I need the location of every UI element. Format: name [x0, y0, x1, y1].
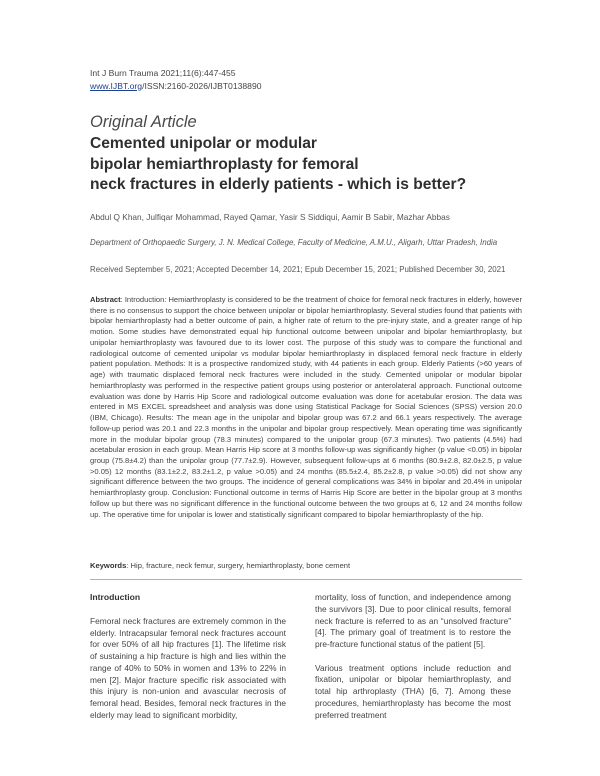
body-paragraph: Various treatment options include reduction and fixation, unipolar or bipolar hemiarthroplasty, and total hip arthroplasty (THA) [6, 7]. Among these procedures, hemiarthroplasty has become the most preferred treatment [315, 662, 511, 720]
keywords-text: : Hip, fracture, neck femur, surgery, hemiarthroplasty, bone cement [126, 561, 351, 570]
article-title [90, 134, 530, 196]
article-type: Original Article [90, 113, 197, 131]
abstract [90, 295, 522, 520]
journal-website-link[interactable]: www.IJBT.org [90, 80, 143, 91]
abstract-text: : Introduction: Hemiarthroplasty is considered to be the treatment of choice for femoral neck fractures in elderly, however there is no consensus to support the choice between unipolar or bipolar hemiarthroplasty. Several studies found that patients with bipolar hemiarthroplasty had a better outcome of pain, a higher rate of return to the pre-injury state, and a greater range of hip motion. Some studies have demonstrated equal hip functional outcome between unipolar and bipolar hemiarthroplasty, but unipolar hemiarthroplasty was favoured due to its lower cost. The purpose of this study was to compare the functional and radiological outcome of cemented unipolar vs modular bipolar hemiarthroplasty in displaced femoral neck fracture in elderly patient population. Methods: It is a prospective randomized study, with 44 patients in each group. Elderly Patients (>60 years of age) with traumatic displaced femoral neck fractures were included in the study. Cemented unipolar or modular bipolar hemiarthroplasty was performed in the respective patient groups using posterior or anterolateral approach. Functional outcome evaluation was done by Harris Hip Score and radiological outcome evaluation was done for acetabular erosion. The data was entered in MS EXCEL spreadsheet and analysis was done using Statistical Package for Social Sciences (SPSS) version 20.0 (IBM, Chicago). Results: The mean age in the unipolar and bipolar group was 67.2 and 66.1 years respectively. The average follow-up period was 20.1 and 22.3 months in the unipolar and bipolar group respectively. Mean operating time was significantly more in the modular bipolar group (78.3 minutes) compared to the unipolar group (67.3 minutes). Two patients (4.5%) had acetabular erosion in each group. Mean Harris Hip score at 3 months follow-up was significantly higher (p value <0.05) in bipolar group (75.8±4.2) than the unipolar group (77.7±2.9). However, subsequent follow-ups at 6 months (80.9±2.8, 82.0±2.5, p value >0.05) 12 months (83.1±2.2, 83.2±1.2, p value >0.05) and 24 months (85.5±2.4, 85.2±2.8, p value >0.05) did not show any significant difference between the two groups. The incidence of general complications was 34% in bipolar and 20.4% in unipolar hemiarthroplasty group. Conclusion: Functional outcome in terms of Harris Hip Score are better in the bipolar group at 3 months follow up but there was no significant difference in the functional outcome between the two groups at 6, 12 and 24 months follow up. The operative time for unipolar is lower and statistically significant compared to bipolar hemiarthroplasty of the hip. [90, 295, 522, 519]
body-paragraph: mortality, loss of function, and independence among the survivors [3]. Due to poor clinical results, femoral neck fracture is referred to as an “unsolved fracture” [4]. The primary goal of treatment is to restore the pre-fracture functional status of the patient [5]. [315, 592, 511, 650]
section-divider [90, 579, 522, 580]
title-line: neck fractures in elderly patients - which is better? [90, 176, 467, 194]
journal-header [90, 67, 262, 92]
author-list: Abdul Q Khan, Julfiqar Mohammad, Rayed Qamar, Yasir S Siddiqui, Aamir B Sabir, Mazhar Abbas [90, 212, 450, 222]
body-column-right [315, 592, 511, 733]
title-line: bipolar hemiarthroplasty for femoral [90, 155, 359, 173]
body-column-left [90, 592, 286, 734]
introduction-heading: Introduction [90, 592, 141, 602]
title-line: Cemented unipolar or modular [90, 135, 318, 152]
publication-dates: Received September 5, 2021; Accepted December 14, 2021; Epub December 15, 2021; Published December 30, 2021 [90, 265, 506, 274]
abstract-label: Abstract [90, 295, 121, 304]
body-paragraph: Femoral neck fractures are extremely common in the elderly. Intracapsular femoral neck fractures account for over 50% of all hip fractures [1]. The lifetime risk of sustaining a hip fracture is high and lies within the range of 40% to 50% in women and 13% to 22% in men [2]. Major fracture specific risk associated with this injury is non-union and avascular necrosis of femoral head. Besides, femoral neck fractures in the elderly may lead to significant morbidity, [90, 615, 286, 721]
journal-issn: /ISSN:2160-2026/IJBT0138890 [142, 80, 262, 91]
journal-citation: Int J Burn Trauma 2021;11(6):447-455 [90, 68, 236, 78]
keywords [90, 561, 520, 570]
keywords-label: Keywords [90, 561, 127, 570]
affiliation: Department of Orthopaedic Surgery, J. N. Medical College, Faculty of Medicine, A.M.U., Aligarh, Uttar Pradesh, India [90, 238, 498, 247]
